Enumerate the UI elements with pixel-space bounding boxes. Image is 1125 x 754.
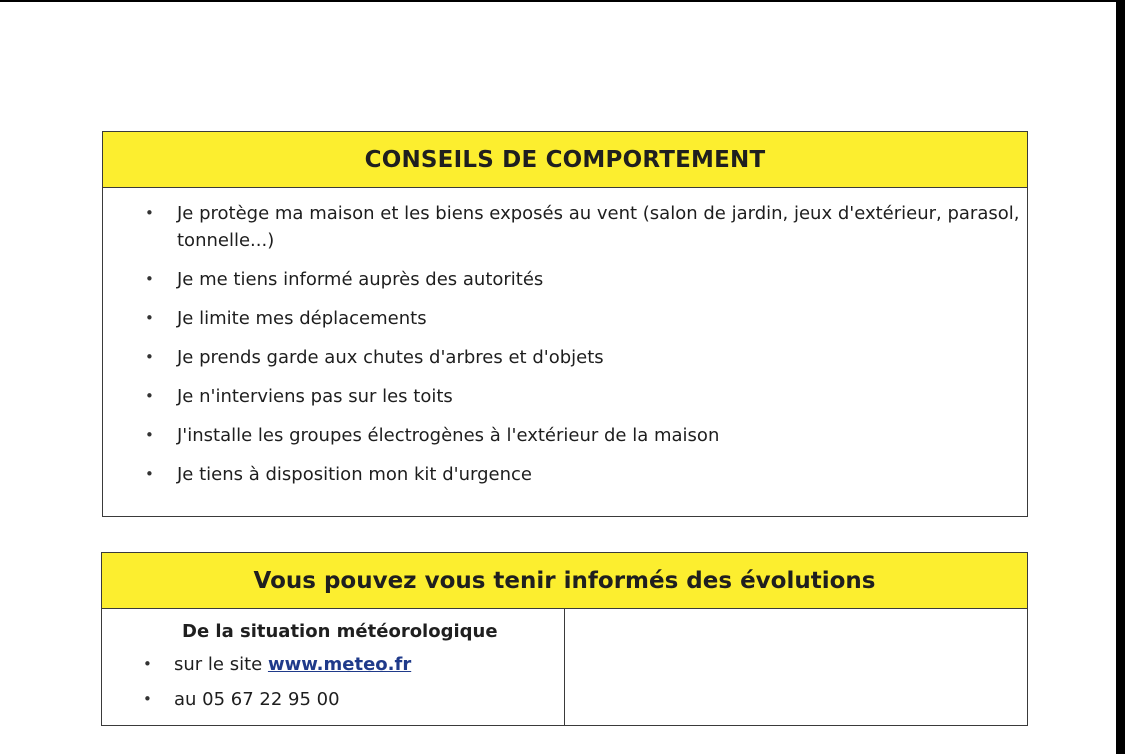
conseil-item (103, 344, 1027, 371)
conseil-item (103, 305, 1027, 332)
bullet-icon: • (145, 465, 154, 483)
conseil-item (103, 200, 1027, 254)
conseil-item (103, 422, 1027, 449)
bullet-icon: • (145, 387, 154, 405)
conseil-text: Je n'interviens pas sur les toits (177, 386, 453, 407)
meteo-phone-item (102, 686, 564, 713)
site-prefix: sur le site (174, 654, 268, 675)
phone-number: au 05 67 22 95 00 (174, 689, 340, 710)
conseil-item (103, 461, 1027, 488)
empty-cell (565, 609, 1027, 725)
meteo-cell (102, 609, 565, 725)
conseils-box (102, 131, 1028, 517)
bullet-icon: • (143, 690, 152, 708)
conseil-text: Je tiens à disposition mon kit d'urgence (177, 464, 532, 485)
conseil-text: Je limite mes déplacements (177, 308, 427, 329)
info-title: Vous pouvez vous tenir informés des évolutions (102, 553, 1027, 609)
conseil-text: Je prends garde aux chutes d'arbres et d'objets (177, 347, 604, 368)
conseil-text: Je me tiens informé auprès des autorités (177, 269, 544, 290)
bullet-icon: • (145, 309, 154, 327)
bullet-icon: • (143, 655, 152, 673)
conseil-text: Je protège ma maison et les biens exposés au vent (salon de jardin, jeux d'extérieur, parasol, tonnelle...) (177, 203, 1020, 251)
meteo-link[interactable]: www.meteo.fr (267, 654, 412, 675)
conseil-text: J'installe les groupes électrogènes à l'extérieur de la maison (177, 425, 720, 446)
document-page (0, 2, 1116, 754)
conseils-list (103, 188, 1027, 488)
conseil-item (103, 383, 1027, 410)
bullet-icon: • (145, 426, 154, 444)
info-box (101, 552, 1028, 726)
meteo-list (102, 651, 564, 713)
bullet-icon: • (145, 204, 154, 222)
meteo-heading: De la situation météorologique (182, 621, 498, 642)
meteo-site-item (102, 651, 564, 678)
info-table (102, 609, 1027, 725)
bullet-icon: • (145, 348, 154, 366)
bullet-icon: • (145, 270, 154, 288)
conseils-title: CONSEILS DE COMPORTEMENT (103, 132, 1027, 188)
conseil-item (103, 266, 1027, 293)
